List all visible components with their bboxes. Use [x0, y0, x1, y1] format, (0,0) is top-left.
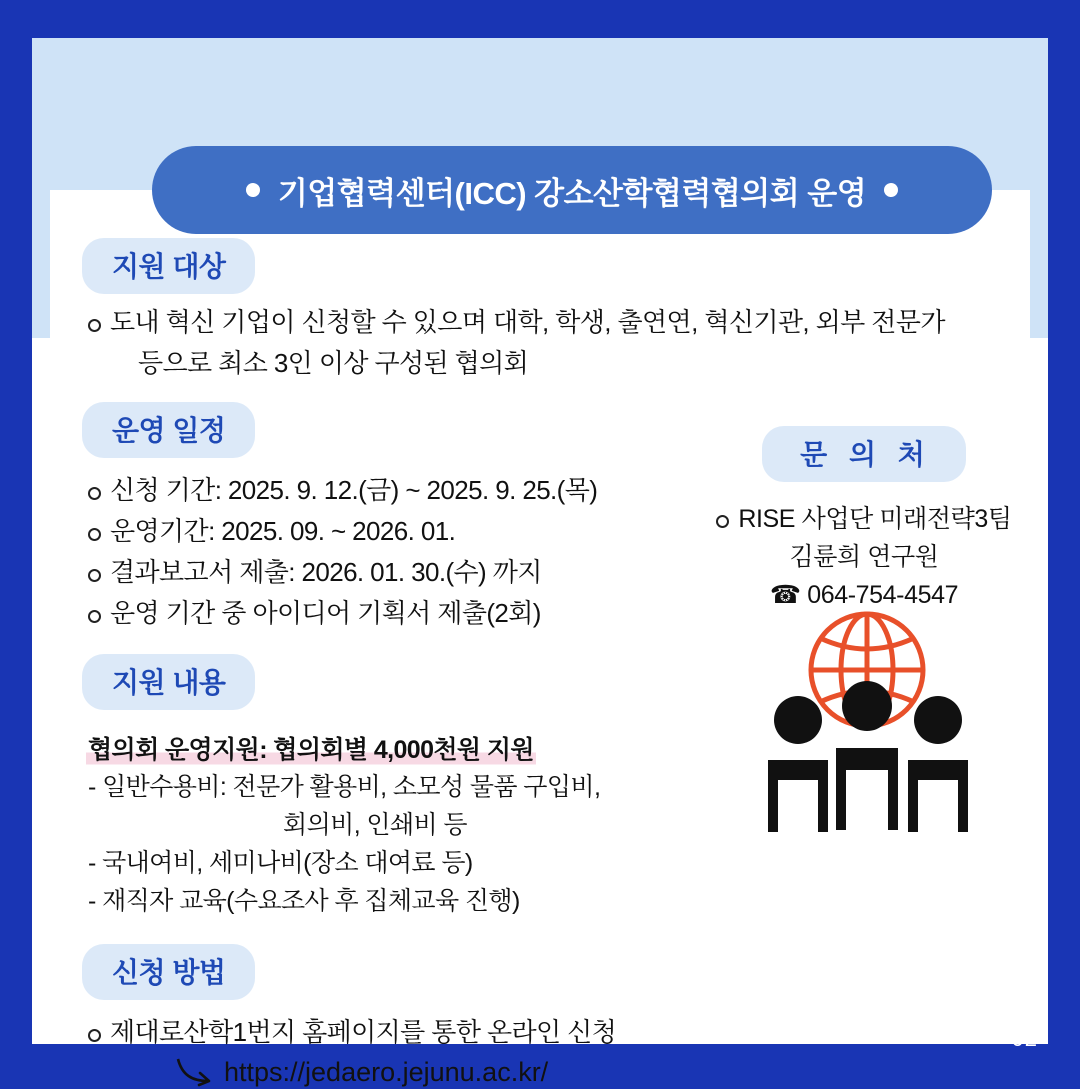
section-heading: 운영 일정 — [82, 402, 255, 458]
poster-card — [32, 38, 1048, 1087]
phone-icon: ☎ — [769, 581, 801, 609]
section-heading: 신청 방법 — [82, 944, 255, 1000]
list-item: 제대로산학1번지 홈페이지를 통한 온라인 신청 — [82, 1012, 1022, 1053]
detail-line: - 일반수용비: 전문가 활용비, 소모성 물품 구입비, — [88, 773, 601, 801]
list-item: 운영기간: 2025. 09. ~ 2026. 01. — [82, 511, 1022, 552]
detail-line: 회의비, 인쇄비 등 — [283, 811, 467, 839]
section-list — [82, 302, 1022, 343]
contact-person: 김륜희 연구원 — [789, 543, 939, 571]
contact-team: RISE 사업단 미래전략3팀 — [716, 500, 1011, 538]
list-item: 신청 기간: 2025. 9. 12.(금) ~ 2025. 9. 25.(목) — [82, 470, 1022, 511]
contact-heading: 문 의 처 — [762, 426, 966, 482]
page-title — [152, 146, 992, 234]
detail-line: - 국내여비, 세미나비(장소 대여료 등) — [88, 849, 473, 877]
list-item: 도내 혁신 기업이 신청할 수 있으며 대학, 학생, 출연연, 혁신기관, 외부 전문가 — [82, 302, 1022, 343]
apply-url-row[interactable] — [174, 1055, 1022, 1089]
list-item: 운영 기간 중 아이디어 기획서 제출(2회) — [82, 593, 1022, 634]
content-area — [82, 238, 1022, 1089]
section-support-content — [82, 654, 1022, 920]
section-heading: 지원 내용 — [82, 654, 255, 710]
section-apply-method — [82, 944, 1022, 1089]
section-heading: 지원 대상 — [82, 238, 255, 294]
page-title-text: 기업협력센터(ICC) 강소산학협력협의회 운영 — [277, 175, 867, 211]
arrow-down-right-icon — [174, 1055, 214, 1089]
page-number: 02 — [1011, 1026, 1038, 1051]
detail-line: - 재직자 교육(수요조사 후 집체교육 진행) — [88, 887, 520, 915]
contact-phone: 064-754-4547 — [807, 581, 959, 609]
apply-url-text[interactable]: https://jedaero.jejunu.ac.kr/ — [224, 1056, 549, 1087]
section-list — [82, 1012, 1022, 1053]
section-support-target — [82, 238, 1022, 384]
list-item: 결과보고서 제출: 2026. 01. 30.(수) 까지 — [82, 552, 1022, 593]
bullet-dot-left-icon — [246, 183, 260, 197]
list-item-continuation: 등으로 최소 3인 이상 구성된 협의회 — [138, 348, 529, 378]
section-schedule — [82, 402, 1022, 634]
section-list — [82, 470, 1022, 634]
highlighted-text: 협의회 운영지원: 협의회별 4,000천원 지원 — [86, 730, 536, 766]
bullet-dot-right-icon — [884, 183, 898, 197]
